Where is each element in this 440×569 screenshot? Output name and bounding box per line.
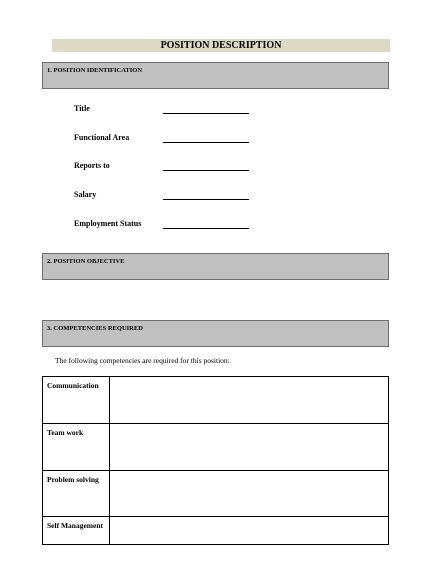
- section-header-position-identification: 1. POSITION IDENTIFICATION: [42, 62, 389, 89]
- field-input-line-title[interactable]: [163, 113, 249, 114]
- competency-value-communication[interactable]: [110, 377, 389, 424]
- field-label-salary: Salary: [74, 190, 97, 199]
- table-row: [43, 424, 389, 471]
- competencies-intro-text: The following competencies are required for this position:: [55, 356, 230, 365]
- competency-value-team-work[interactable]: [110, 424, 389, 471]
- table-row: [43, 517, 389, 545]
- competency-name-self-management: Self Management: [43, 517, 110, 545]
- field-row-employment-status: [74, 218, 254, 232]
- competency-name-problem-solving: Problem solving: [43, 471, 110, 517]
- field-input-line-functional-area[interactable]: [163, 142, 249, 143]
- section-header-competencies-required: 3. COMPETENCIES REQUIRED: [42, 320, 389, 347]
- field-label-employment-status: Employment Status: [74, 219, 142, 228]
- competency-name-communication: Communication: [43, 377, 110, 424]
- section-header-position-objective: 2. POSITION OBJECTIVE: [42, 253, 389, 280]
- table-row: [43, 471, 389, 517]
- field-row-reports-to: [74, 160, 254, 174]
- field-input-line-salary[interactable]: [163, 199, 249, 200]
- competency-value-problem-solving[interactable]: [110, 471, 389, 517]
- competency-value-self-management[interactable]: [110, 517, 389, 545]
- field-label-title: Title: [74, 104, 90, 113]
- field-input-line-employment-status[interactable]: [163, 228, 249, 229]
- field-label-functional-area: Functional Area: [74, 133, 130, 142]
- competency-name-team-work: Team work: [43, 424, 110, 471]
- field-row-salary: [74, 189, 254, 203]
- competencies-table: [42, 376, 389, 545]
- document-title: POSITION DESCRIPTION: [52, 39, 390, 52]
- field-row-functional-area: [74, 132, 254, 146]
- field-input-line-reports-to[interactable]: [163, 170, 249, 171]
- table-row: [43, 377, 389, 424]
- field-row-title: [74, 103, 254, 117]
- field-label-reports-to: Reports to: [74, 161, 110, 170]
